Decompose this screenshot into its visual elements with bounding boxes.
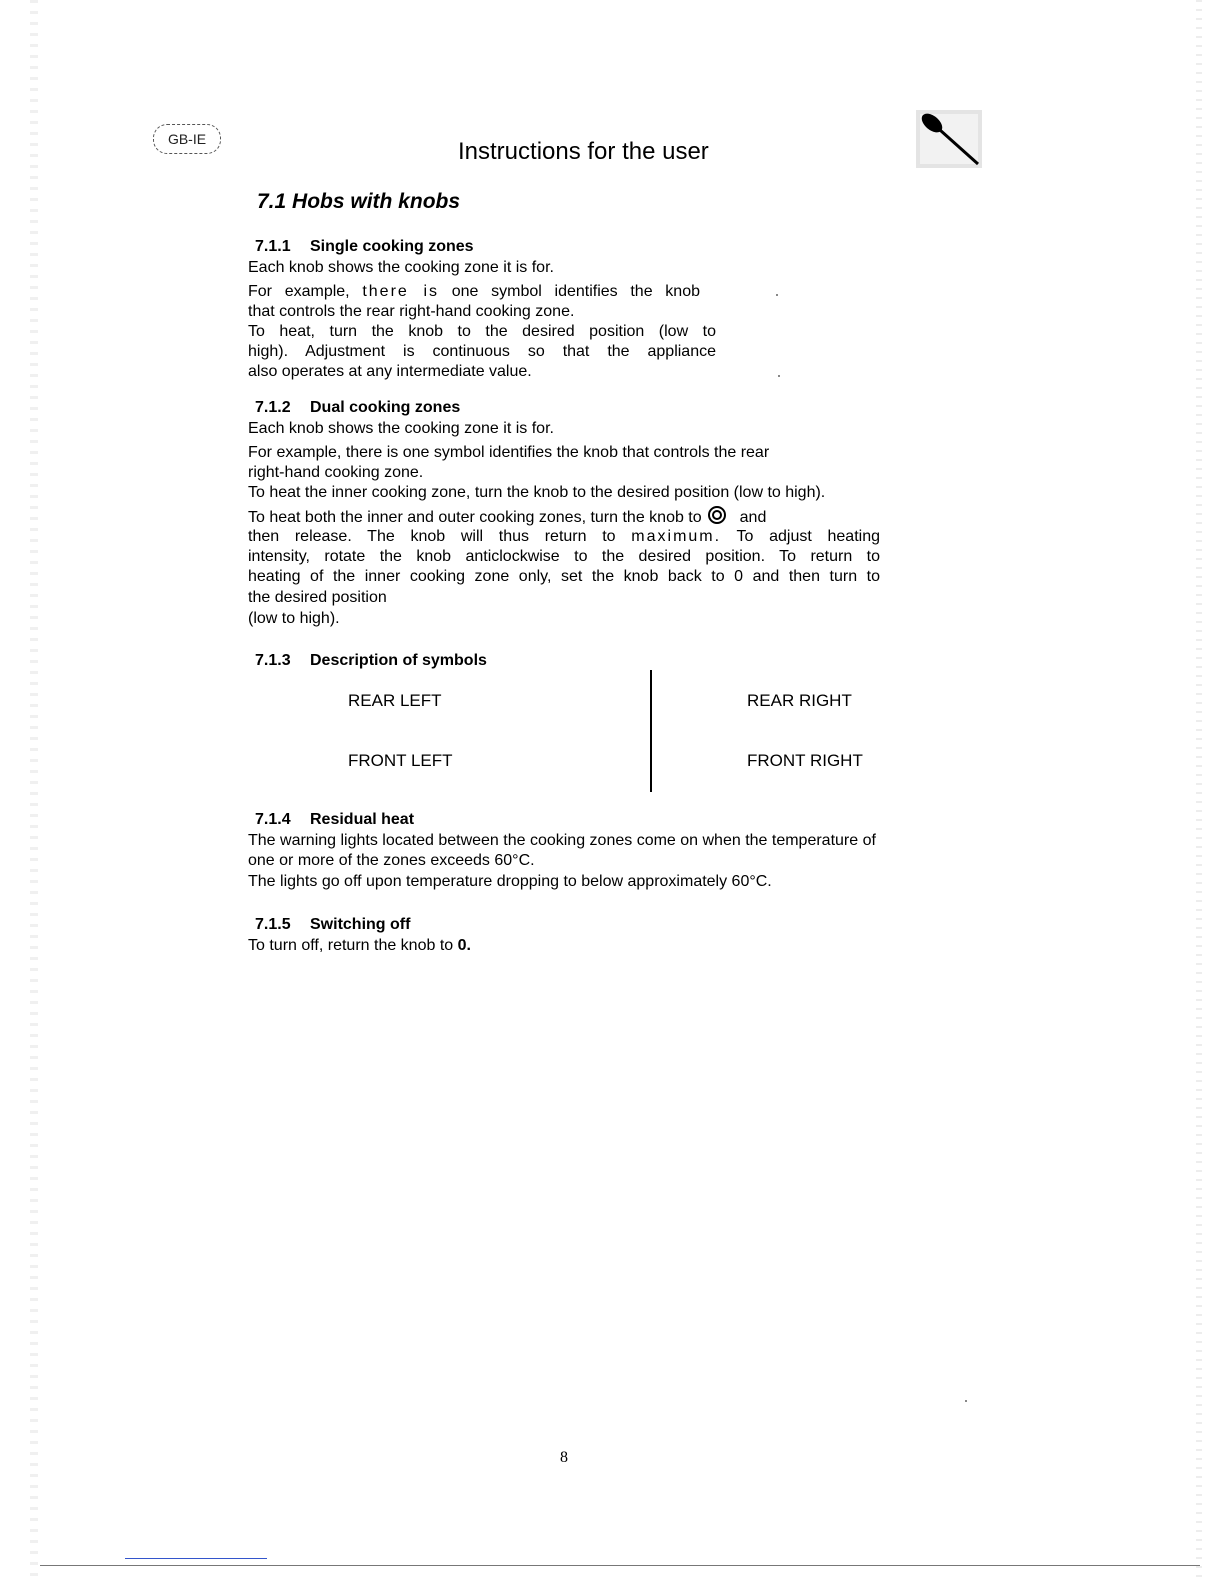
text-line: Each knob shows the cooking zone it is for. — [248, 420, 554, 437]
page-number: 8 — [560, 1449, 568, 1466]
text-fragment: then release. The knob will thus return to — [248, 528, 616, 545]
subsection-heading-residual-heat — [255, 810, 414, 830]
symbol-rear-right: REAR RIGHT — [747, 691, 852, 710]
text-line: intensity, rotate the knob anticlockwise to the desired position. To return to — [248, 548, 880, 565]
subsection-title: Single cooking zones — [310, 238, 474, 255]
text-fragment: To heat both the inner and outer cooking zones, turn the knob to — [248, 509, 702, 526]
text-line — [248, 936, 471, 956]
text-line: the desired position — [248, 589, 387, 606]
text-line: that controls the rear right-hand cooking zone. — [248, 303, 575, 320]
footer-rule — [40, 1565, 1200, 1566]
subsection-number: 7.1.2 — [255, 399, 291, 416]
text-line: The lights go off upon temperature dropping to below approximately 60°C. — [248, 873, 772, 890]
text-line: one or more of the zones exceeds 60°C. — [248, 852, 535, 869]
text-line: To heat the inner cooking zone, turn the knob to the desired position (low to high). — [248, 484, 826, 501]
subsection-title: Switching off — [310, 916, 411, 933]
subsection-number: 7.1.3 — [255, 652, 291, 669]
text-line — [248, 506, 766, 528]
subsection-heading-symbols — [255, 651, 487, 671]
scan-speck — [778, 375, 780, 377]
symbol-front-left: FRONT LEFT — [348, 751, 453, 770]
text-fragment: To turn off, return the knob to — [248, 937, 454, 954]
subsection-number: 7.1.5 — [255, 916, 291, 933]
text-line: To heat, turn the knob to the desired position (low to — [248, 323, 716, 340]
text-fragment-spaced: there is — [362, 283, 440, 300]
text-line: (low to high). — [248, 610, 340, 627]
language-badge: GB-IE — [153, 124, 221, 154]
scan-speck — [965, 1400, 967, 1402]
text-fragment: and — [739, 509, 767, 526]
scan-speck — [776, 294, 778, 296]
text-fragment: To adjust heating — [736, 528, 880, 545]
subsection-number: 7.1.1 — [255, 238, 291, 255]
text-fragment-bold: 0. — [457, 937, 471, 954]
subsection-number: 7.1.4 — [255, 811, 291, 828]
scan-edge-left — [30, 0, 38, 1584]
text-fragment: For example, — [248, 283, 350, 300]
subsection-heading-dual-zones — [255, 398, 460, 418]
section-title: 7.1 Hobs with knobs — [257, 190, 461, 213]
scan-edge-right — [1196, 0, 1202, 1584]
subsection-title: Description of symbols — [310, 652, 487, 669]
text-line — [248, 527, 880, 547]
symbol-front-right: FRONT RIGHT — [747, 751, 863, 770]
text-line: heating of the inner cooking zone only, set the knob back to 0 and then turn to — [248, 568, 880, 585]
text-line — [248, 282, 700, 302]
symbol-rear-left: REAR LEFT — [348, 691, 442, 710]
subsection-title: Residual heat — [310, 811, 415, 828]
text-line: Each knob shows the cooking zone it is for. — [248, 259, 554, 276]
subsection-title: Dual cooking zones — [310, 399, 461, 416]
text-line: high). Adjustment is continuous so that the appliance — [248, 343, 716, 360]
footer-link-rule — [125, 1558, 267, 1559]
text-line: right-hand cooking zone. — [248, 464, 424, 481]
text-line: also operates at any intermediate value. — [248, 363, 532, 380]
text-line: For example, there is one symbol identifies the knob that controls the rear — [248, 444, 770, 461]
dual-zone-symbol-icon — [708, 506, 726, 524]
symbols-divider — [650, 670, 652, 792]
subsection-heading-single-zones — [255, 237, 474, 257]
spoon-icon — [914, 108, 984, 170]
text-line: The warning lights located between the cooking zones come on when the temperature of — [248, 832, 876, 849]
text-fragment-spaced: maximum. — [631, 528, 722, 545]
text-fragment: one symbol identifies the knob — [451, 283, 700, 300]
page-title: Instructions for the user — [458, 138, 709, 165]
subsection-heading-switching-off — [255, 915, 410, 935]
